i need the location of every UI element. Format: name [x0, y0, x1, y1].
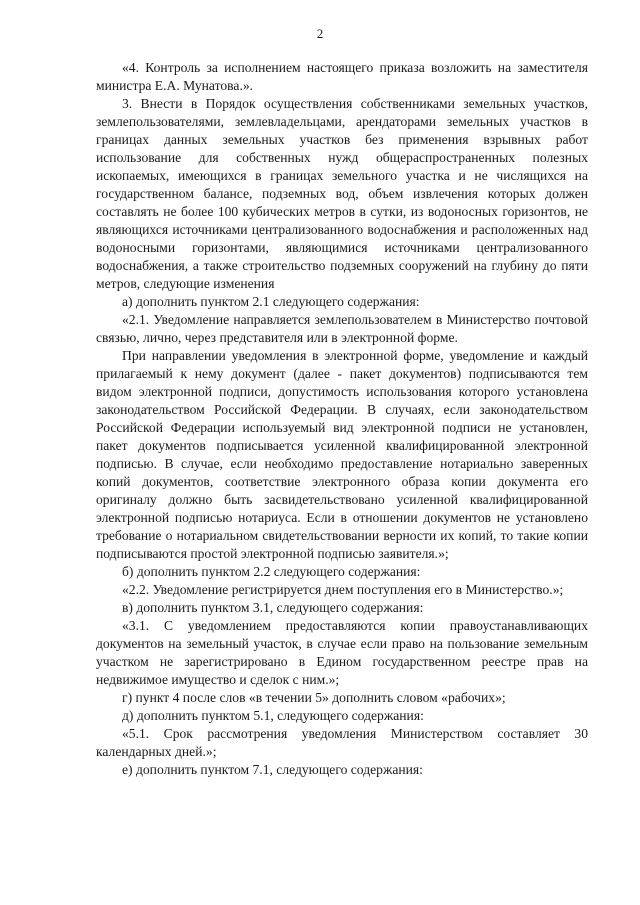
paragraph-electronic-form: При направлении уведомления в электронной форме, уведомление и каждый прилагаемый к нему документ (далее - пакет документов) подписываются тем видом электронной подписи, допустимость использования которого установлена законодательством Российской Федерации. В случаях, если законодательством Российской Федерации используемый вид электронной подписи не установлен, пакет документов подписывается усиленной квалифицированной электронной подписью. В случае, если необходимо предоставление нотариально заверенных копий документов, соответствие электронного образа копии документа его оригиналу должно быть засвидетельствовано усиленной квалифицированной электронной подписью нотариуса. Если в отношении документов не установлено требование о нотариальном свидетельствовании верности их копий, то такие копии подписываются простой электронной подписью заявителя.»; [96, 348, 588, 561]
paragraph-clause-5-1: «5.1. Срок рассмотрения уведомления Министерством составляет 30 календарных дней.»; [96, 726, 588, 759]
document-body [96, 59, 588, 779]
paragraph-clause-3-1: «3.1. С уведомлением предоставляются копии правоустанавливающих документов на земельный участок, в случае если право на пользование земельным участком не зарегистрировано в Едином государственном реестре прав на недвижимое имущество и сделок с ним.»; [96, 618, 588, 687]
paragraph-clause-2-2: «2.2. Уведомление регистрируется днем поступления его в Министерство.»; [122, 582, 564, 597]
paragraph-item-v: в) дополнить пунктом 3.1, следующего содержания: [122, 600, 424, 615]
paragraph-item-b: б) дополнить пунктом 2.2 следующего содержания: [122, 564, 421, 579]
page-number: 2 [316, 26, 324, 41]
paragraph-amendments-intro: 3. Внести в Порядок осуществления собственниками земельных участков, землепользователями, землевладельцами, арендаторами земельных участков в границах данных земельных участков без применения взрывных работ использование для собственных нужд общераспространенных полезных ископаемых, имеющихся в границах земельного участка и не числящихся на государственном балансе, подземных вод, объем извлечения которых должен составлять не более 100 кубических метров в сутки, из водоносных горизонтов, не являющихся источниками централизованного водоснабжения и расположенных над водоносными горизонтами, являющимися источниками централизованного водоснабжения, а также строительство подземных сооружений на глубину до пяти метров, следующие изменения [96, 96, 588, 291]
paragraph-item-a: а) дополнить пунктом 2.1 следующего содержания: [122, 294, 420, 309]
paragraph-item-e: е) дополнить пунктом 7.1, следующего содержания: [122, 762, 423, 777]
paragraph-item-g: г) пункт 4 после слов «в течении 5» дополнить словом «рабочих»; [122, 690, 506, 705]
paragraph-control-clause: «4. Контроль за исполнением настоящего приказа возложить на заместителя министра Е.А. Мунатова.». [96, 60, 588, 93]
paragraph-clause-2-1: «2.1. Уведомление направляется землепользователем в Министерство почтовой связью, лично, через представителя или в электронной форме. [96, 312, 588, 345]
paragraph-item-d: д) дополнить пунктом 5.1, следующего содержания: [122, 708, 424, 723]
